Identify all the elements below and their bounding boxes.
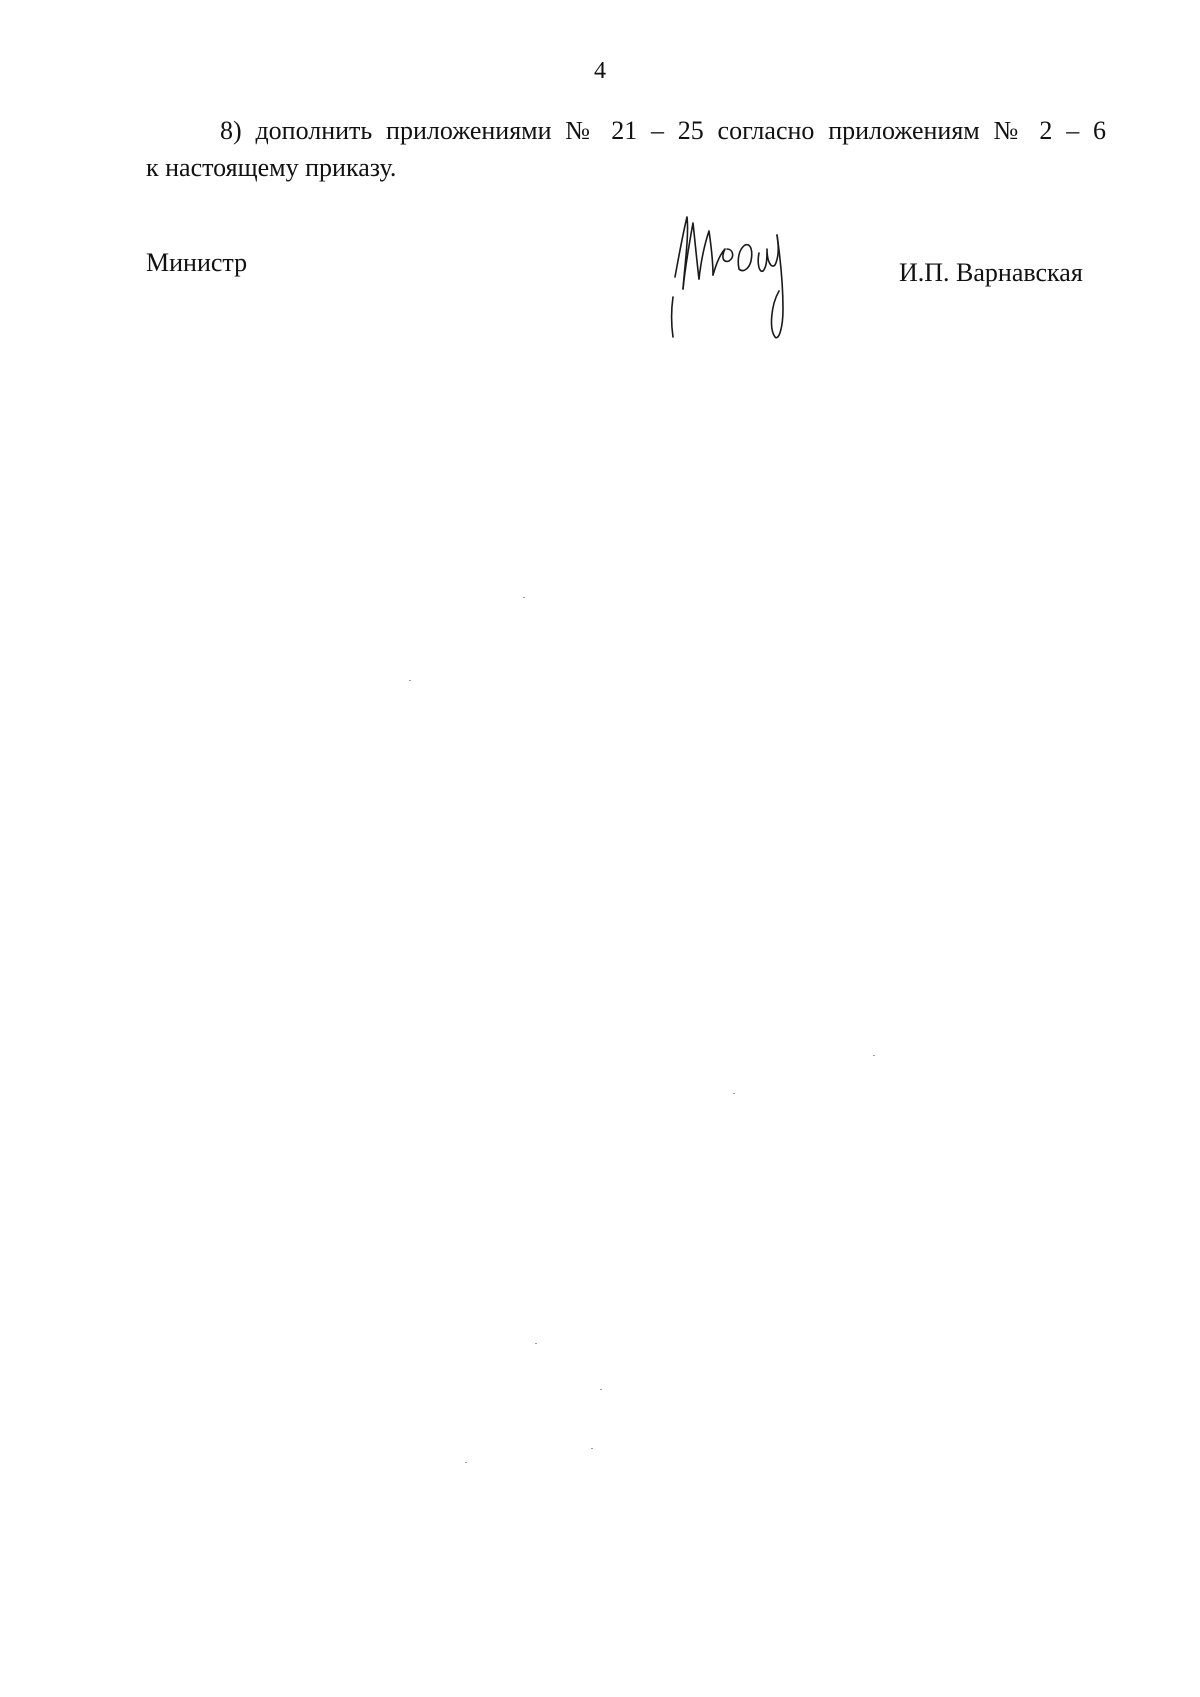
body-paragraph [146,112,1106,186]
scan-speck [535,1343,537,1344]
scan-speck [733,1093,735,1094]
scan-speck [591,1448,593,1449]
signatory-name: И.П. Варнавская [899,258,1083,287]
page-number: 4 [594,58,606,84]
signatory-title: Министр [146,248,248,277]
paragraph-line: к настоящему приказу. [146,153,397,182]
paragraph-line: 8) дополнить приложениями № 21 – 25 согласно приложениям № 2 – 6 [220,116,1106,145]
handwritten-signature [663,205,823,355]
scan-speck [600,1389,602,1390]
scan-speck [873,1055,875,1056]
scan-speck [465,1462,467,1463]
scan-speck [523,597,525,598]
scan-speck [409,680,411,681]
